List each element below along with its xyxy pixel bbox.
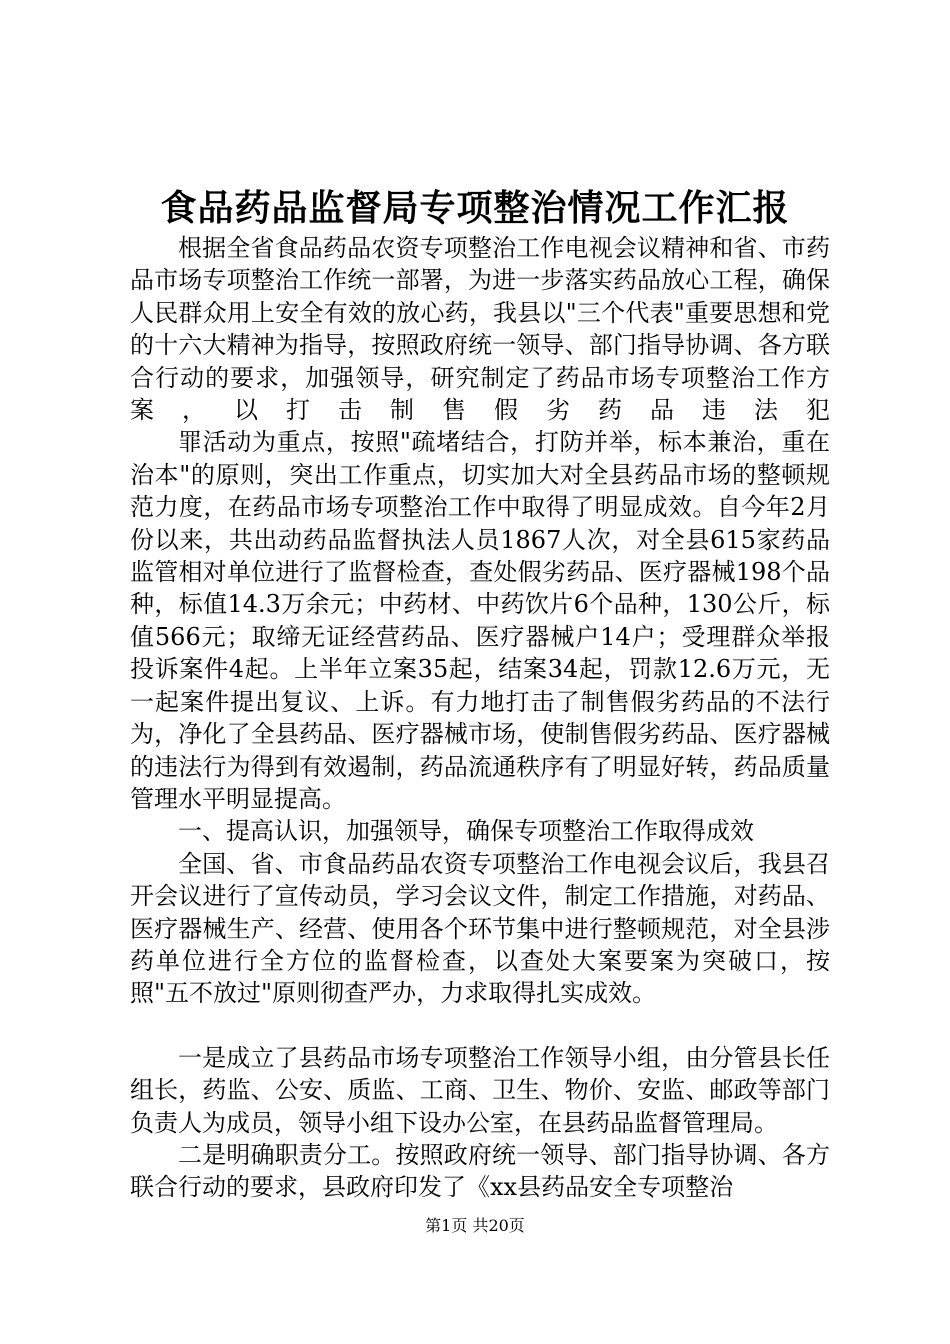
page-number-footer: 第1页 共20页 [425,1216,525,1235]
document-title: 食品药品监督局专项整治情况工作汇报 [160,187,790,229]
paragraph-intro: 根据全省食品药品农资专项整治工作电视会议精神和省、市药品市场专项整治工作统一部署，为进一步落实药品放心工程，确保人民群众用上安全有效的放心药，我县以"三个代表"重要思想和党的十六大精神为指导，按照政府统一领导、部门指导协调、各方联合行动的要求，加强领导，研究制定了药品市场专项整治工作方案，以打击制售假劣药品违法犯 [130,234,830,425]
paragraph-point-1: 一是成立了县药品市场专项整治工作领导小组，由分管县长任组长，药监、公安、质监、工商、卫生、物价、安监、邮政等部门负责人为成员，领导小组下设办公室，在县药品监督管理局。 [130,1043,830,1137]
paragraph-section-1-intro: 全国、省、市食品药品农资专项整治工作电视会议后，我县召开会议进行了宣传动员，学习会议文件，制定工作措施，对药品、医疗器械生产、经营、使用各个环节集中进行整顿规范，对全县涉药单位进行全方位的监督检查，以查处大案要案为突破口，按照"五不放过"原则彻查严办，力求取得扎实成效。 [130,849,830,1008]
paragraph-results: 罪活动为重点，按照"疏堵结合，打防并举，标本兼治，重在治本"的原则，突出工作重点，切实加大对全县药品市场的整顿规范力度，在药品市场专项整治工作中取得了明显成效。自今年2月份以来，共出动药品监督执法人员1867人次，对全县615家药品监管相对单位进行了监督检查，查处假劣药品、医疗器械198个品种，标值14.3万余元；中药材、中药饮片6个品种，130公斤，标值566元；取缔无证经营药品、医疗器械户14户；受理群众举报投诉案件4起。上半年立案35起，结案34起，罚款12.6万元，无一起案件提出复议、上诉。有力地打击了制售假劣药品的不法行为，净化了全县药品、医疗器械市场，使制售假劣药品、医疗器械的违法行为得到有效遏制，药品流通秩序有了明显好转，药品质量管理水平明显提高。 [130,428,830,813]
document-body [130,232,830,1204]
section-heading-1: 一、提高认识，加强领导，确保专项整治工作取得成效 [178,817,754,846]
paragraph-point-2: 二是明确职责分工。按照政府统一领导、部门指导协调、各方联合行动的要求，县政府印发了《xx县药品安全专项整治 [130,1140,830,1202]
